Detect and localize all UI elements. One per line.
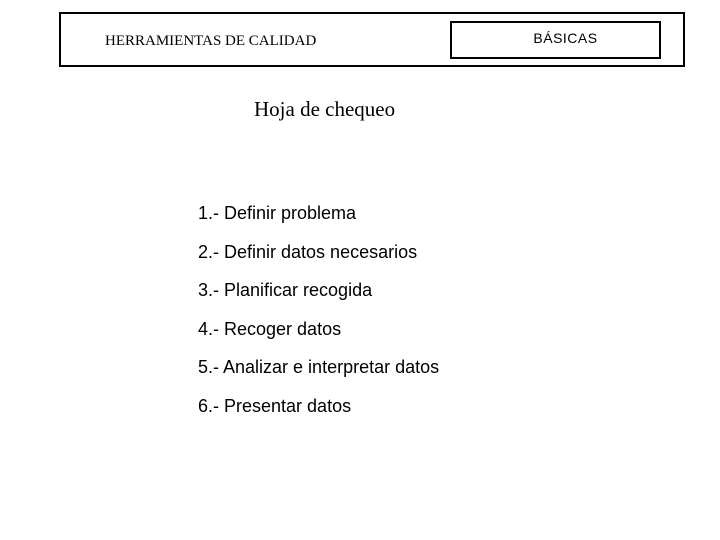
list-item: 4.- Recoger datos	[198, 318, 342, 339]
list-item: 3.- Planificar recogida	[198, 280, 373, 300]
list-item: 2.- Definir datos necesarios	[198, 241, 418, 262]
list-item: 6.- Presentar datos	[198, 395, 352, 416]
header-title: HERRAMIENTAS DE CALIDAD	[105, 33, 317, 49]
header-tag-label: BÁSICAS	[533, 30, 598, 46]
list-item: 1.- Definir problema	[198, 203, 357, 223]
slide-title: Hoja de chequeo	[254, 97, 396, 121]
steps-list	[198, 200, 439, 431]
header-banner	[59, 12, 685, 67]
header-tag-box	[450, 21, 661, 59]
list-item: 5.- Analizar e interpretar datos	[198, 357, 440, 377]
